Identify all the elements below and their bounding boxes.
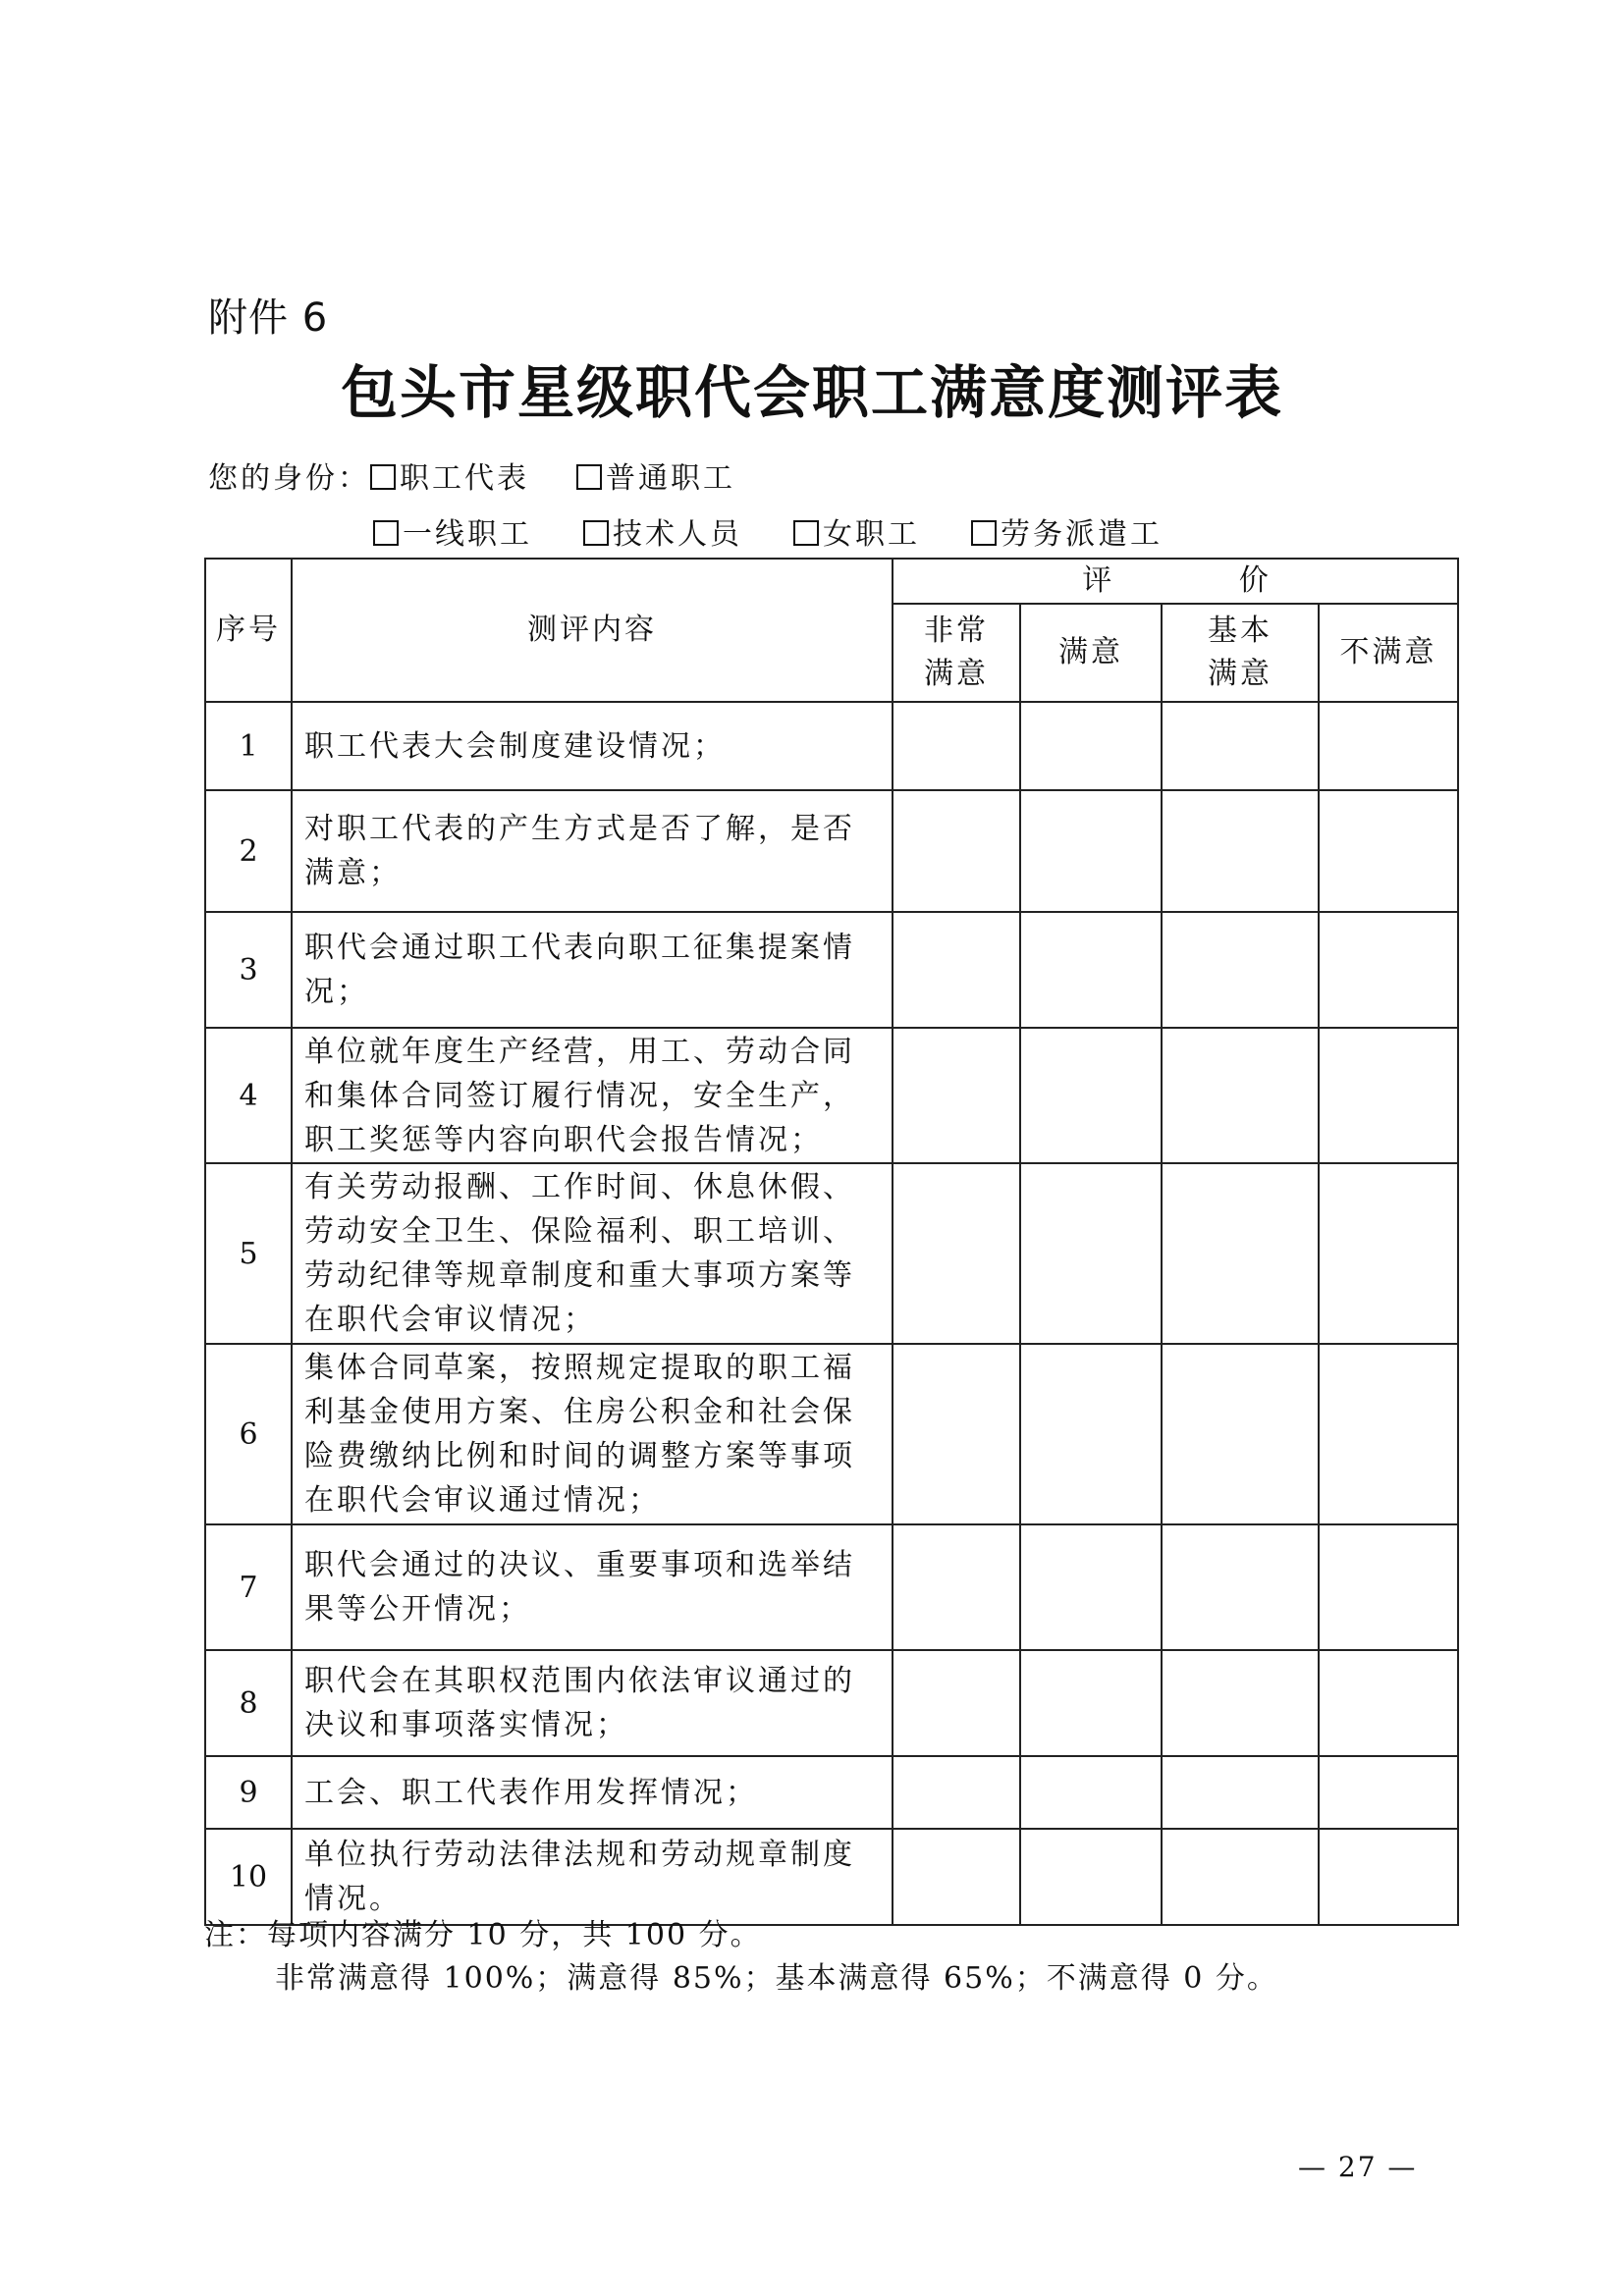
- row-content: 单位就年度生产经营，用工、劳动合同和集体合同签订履行情况，安全生产，职工奖惩等内容向职代会报告情况；: [292, 1028, 893, 1163]
- rating-cell[interactable]: [1162, 1344, 1319, 1524]
- table-row: [205, 1756, 1458, 1829]
- evaluation-table: [204, 558, 1459, 1926]
- checkbox-icon[interactable]: [971, 520, 997, 546]
- header-evaluation: 评 价: [893, 559, 1458, 604]
- rating-cell[interactable]: [1319, 1028, 1458, 1163]
- header-basically-satisfied: 基本满意: [1162, 604, 1319, 702]
- rating-cell[interactable]: [1162, 1829, 1319, 1925]
- rating-cell[interactable]: [893, 1650, 1020, 1756]
- header-serial-number: 序号: [205, 559, 292, 702]
- rating-cell[interactable]: [1319, 1524, 1458, 1650]
- row-number: 2: [205, 790, 292, 912]
- header-unsatisfied: 不满意: [1319, 604, 1458, 702]
- identity-option-technical[interactable]: 技术人员: [583, 513, 742, 557]
- rating-cell[interactable]: [1162, 1650, 1319, 1756]
- identity-row-1: [208, 457, 783, 501]
- row-number: 1: [205, 702, 292, 790]
- row-content: 职代会在其职权范围内依法审议通过的决议和事项落实情况；: [292, 1650, 893, 1756]
- page-title: 包头市星级职代会职工满意度测评表: [340, 359, 1283, 426]
- rating-cell[interactable]: [1162, 1524, 1319, 1650]
- rating-cell[interactable]: [1319, 912, 1458, 1028]
- table-row: [205, 912, 1458, 1028]
- header-satisfied: 满意: [1020, 604, 1162, 702]
- rating-cell[interactable]: [893, 1344, 1020, 1524]
- identity-option-frontline[interactable]: 一线职工: [373, 513, 532, 557]
- rating-cell[interactable]: [893, 1163, 1020, 1344]
- row-number: 7: [205, 1524, 292, 1650]
- identity-option-worker-rep[interactable]: 职工代表: [370, 457, 529, 501]
- table-row: [205, 790, 1458, 912]
- rating-cell[interactable]: [1319, 1756, 1458, 1829]
- row-number: 8: [205, 1650, 292, 1756]
- identity-option-ordinary-worker[interactable]: 普通职工: [576, 457, 735, 501]
- rating-cell[interactable]: [1162, 790, 1319, 912]
- note-line-1: 注：每项内容满分 10 分，共 100 分。: [204, 1918, 762, 1952]
- row-content: 职工代表大会制度建设情况；: [292, 702, 893, 790]
- rating-cell[interactable]: [1319, 1650, 1458, 1756]
- row-number: 5: [205, 1163, 292, 1344]
- rating-cell[interactable]: [1319, 790, 1458, 912]
- rating-cell[interactable]: [1319, 702, 1458, 790]
- header-very-satisfied: 非常满意: [893, 604, 1020, 702]
- row-number: 9: [205, 1756, 292, 1829]
- note-line-2: 非常满意得 100%；满意得 85%；基本满意得 65%；不满意得 0 分。: [275, 1961, 1278, 1996]
- rating-cell[interactable]: [1020, 1163, 1162, 1344]
- rating-cell[interactable]: [893, 1524, 1020, 1650]
- checkbox-icon[interactable]: [793, 520, 819, 546]
- rating-cell[interactable]: [1020, 912, 1162, 1028]
- row-content: 职代会通过的决议、重要事项和选举结果等公开情况；: [292, 1524, 893, 1650]
- table-row: [205, 1829, 1458, 1925]
- rating-cell[interactable]: [893, 1756, 1020, 1829]
- rating-cell[interactable]: [893, 912, 1020, 1028]
- rating-cell[interactable]: [1020, 1756, 1162, 1829]
- rating-cell[interactable]: [1162, 1028, 1319, 1163]
- row-number: 3: [205, 912, 292, 1028]
- table-row: [205, 702, 1458, 790]
- row-content: 单位执行劳动法律法规和劳动规章制度情况。: [292, 1829, 893, 1925]
- identity-row-2: [373, 513, 1214, 557]
- checkbox-icon[interactable]: [583, 520, 609, 546]
- rating-cell[interactable]: [1020, 790, 1162, 912]
- checkbox-icon[interactable]: [370, 464, 396, 490]
- rating-cell[interactable]: [1162, 1163, 1319, 1344]
- rating-cell[interactable]: [893, 1028, 1020, 1163]
- row-content: 职代会通过职工代表向职工征集提案情况；: [292, 912, 893, 1028]
- row-content: 对职工代表的产生方式是否了解，是否满意；: [292, 790, 893, 912]
- row-content: 有关劳动报酬、工作时间、休息休假、劳动安全卫生、保险福利、职工培训、劳动纪律等规章制度和重大事项方案等在职代会审议情况；: [292, 1163, 893, 1344]
- row-content: 集体合同草案，按照规定提取的职工福利基金使用方案、住房公积金和社会保险费缴纳比例和时间的调整方案等事项在职代会审议通过情况；: [292, 1344, 893, 1524]
- rating-cell[interactable]: [1020, 1344, 1162, 1524]
- rating-cell[interactable]: [1319, 1829, 1458, 1925]
- rating-cell[interactable]: [1319, 1163, 1458, 1344]
- table-row: [205, 1344, 1458, 1524]
- rating-cell[interactable]: [1020, 1829, 1162, 1925]
- rating-cell[interactable]: [1020, 1650, 1162, 1756]
- rating-cell[interactable]: [893, 790, 1020, 912]
- row-content: 工会、职工代表作用发挥情况；: [292, 1756, 893, 1829]
- rating-cell[interactable]: [1162, 912, 1319, 1028]
- checkbox-icon[interactable]: [576, 464, 602, 490]
- rating-cell[interactable]: [893, 702, 1020, 790]
- table-row: [205, 1028, 1458, 1163]
- rating-cell[interactable]: [1319, 1344, 1458, 1524]
- rating-cell[interactable]: [893, 1829, 1020, 1925]
- rating-cell[interactable]: [1020, 1524, 1162, 1650]
- attachment-label: 附件 6: [208, 295, 329, 341]
- row-number: 6: [205, 1344, 292, 1524]
- rating-cell[interactable]: [1020, 1028, 1162, 1163]
- table-row: [205, 1163, 1458, 1344]
- table-row: [205, 1524, 1458, 1650]
- rating-cell[interactable]: [1020, 702, 1162, 790]
- rating-cell[interactable]: [1162, 702, 1319, 790]
- rating-cell[interactable]: [1162, 1756, 1319, 1829]
- identity-label: 您的身份：: [208, 461, 370, 496]
- row-number: 4: [205, 1028, 292, 1163]
- table-row: [205, 1650, 1458, 1756]
- identity-option-dispatched[interactable]: 劳务派遣工: [971, 513, 1163, 557]
- identity-option-female[interactable]: 女职工: [793, 513, 920, 557]
- page-number: — 27 —: [1298, 2151, 1418, 2183]
- header-content: 测评内容: [292, 559, 893, 702]
- checkbox-icon[interactable]: [373, 520, 399, 546]
- row-number: 10: [205, 1829, 292, 1925]
